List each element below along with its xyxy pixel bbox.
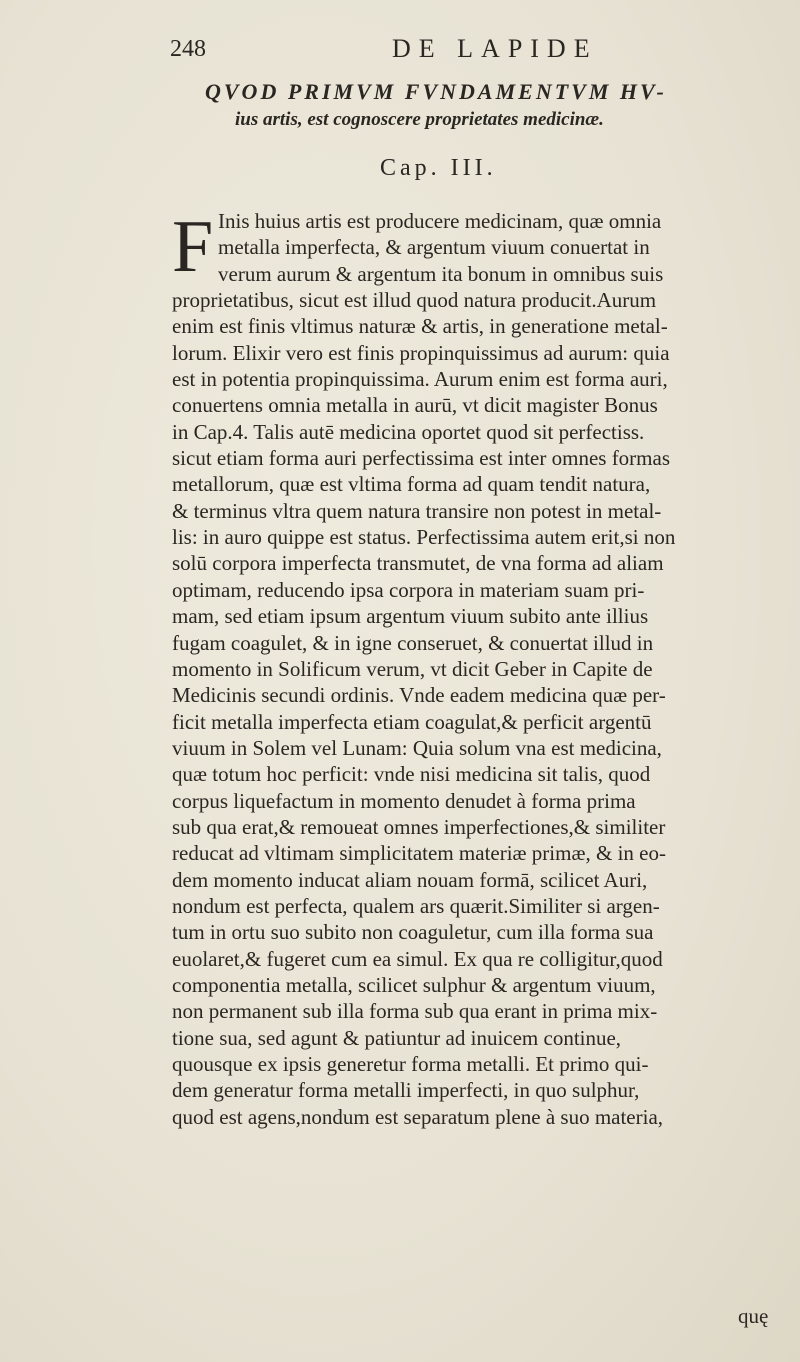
drop-cap: F xyxy=(172,206,214,288)
text-line: dem momento inducat aliam nouam formā, scilicet Auri, xyxy=(172,867,648,892)
text-line: quæ totum hoc perficit: vnde nisi medicina sit talis, quod xyxy=(172,762,651,787)
text-line: sub qua erat,& remoueat omnes imperfectiones,& similiter xyxy=(172,814,666,839)
text-line: tione sua, sed agunt & patiuntur ad inuicem continue, xyxy=(172,1025,622,1050)
running-head: DE LAPIDE xyxy=(392,34,598,63)
text-line: metalla imperfecta, & argentum viuum conuertat in xyxy=(218,235,650,260)
text-line: lis: in auro quippe est status. Perfectissima autem erit,si non xyxy=(172,525,676,550)
chapter-number: Cap. III. xyxy=(380,155,497,181)
page-header xyxy=(170,34,790,74)
text-line: lorum. Elixir vero est finis propinquissimus ad aurum: quia xyxy=(172,340,670,365)
text-line: viuum in Solem vel Lunam: Quia solum vna est medicina, xyxy=(172,735,662,760)
text-line: corpus liquefactum in momento denudet à forma prima xyxy=(172,788,636,813)
text-line: componentia metalla, scilicet sulphur & argentum viuum, xyxy=(172,972,656,997)
catchword: quę xyxy=(738,1304,769,1328)
text-line: mam, sed etiam ipsum argentum viuum subito ante illius xyxy=(172,604,649,629)
chapter-title-line-2: ius artis, est cognoscere proprietates medicinæ. xyxy=(235,109,604,130)
text-line: ficit metalla imperfecta etiam coagulat,& perficit argentū xyxy=(172,709,652,734)
text-line: verum aurum & argentum ita bonum in omnibus suis xyxy=(218,261,664,286)
text-line: nondum est perfecta, qualem ars quærit.Similiter si argen- xyxy=(172,893,660,918)
text-line: euolaret,& fugeret cum ea simul. Ex qua re colligitur,quod xyxy=(172,946,663,971)
text-line: solū corpora imperfecta transmutet, de vna forma ad aliam xyxy=(172,551,664,576)
text-line: reducat ad vltimam simplicitatem materiæ primæ, & in eo- xyxy=(172,841,666,866)
text-line: tum in ortu suo subito non coaguletur, cum illa forma sua xyxy=(172,920,654,945)
text-line: & terminus vltra quem natura transire non potest in metal- xyxy=(172,498,662,523)
chapter-title-line-1: QVOD PRIMVM FVNDAMENTVM HV- xyxy=(205,79,667,104)
chapter-title xyxy=(205,78,765,134)
text-line: Inis huius artis est producere medicinam, quæ omnia xyxy=(218,209,662,233)
body-text xyxy=(172,208,792,1130)
text-line: metallorum, quæ est vltima forma ad quam tendit natura, xyxy=(172,472,651,497)
text-line: quod est agens,nondum est separatum plene à suo materia, xyxy=(172,1104,664,1129)
text-line: proprietatibus, sicut est illud quod natura producit.Aurum xyxy=(172,288,657,313)
page-number: 248 xyxy=(170,36,206,62)
text-line: dem generatur forma metalli imperfecti, in quo sulphur, xyxy=(172,1078,640,1103)
text-line: optimam, reducendo ipsa corpora in materiam suam pri- xyxy=(172,577,645,602)
text-line: momento in Solificum verum, vt dicit Geber in Capite de xyxy=(172,656,653,681)
text-line: conuertens omnia metalla in aurū, vt dicit magister Bonus xyxy=(172,393,658,418)
text-line: est in potentia propinquissima. Aurum enim est forma auri, xyxy=(172,367,668,392)
text-line: enim est finis vltimus naturæ & artis, in generatione metal- xyxy=(172,314,668,339)
text-line: fugam coagulet, & in igne conseruet, & conuertat illud in xyxy=(172,630,654,655)
text-line: quousque ex ipsis generetur forma metalli. Et primo qui- xyxy=(172,1052,649,1076)
text-line: Medicinis secundi ordinis. Vnde eadem medicina quæ per- xyxy=(172,683,666,708)
text-line: non permanent sub illa forma sub qua erant in prima mix- xyxy=(172,999,658,1024)
text-line: in Cap.4. Talis autē medicina oportet quod sit perfectiss. xyxy=(172,419,645,444)
text-line: sicut etiam forma auri perfectissima est inter omnes formas xyxy=(172,446,671,471)
